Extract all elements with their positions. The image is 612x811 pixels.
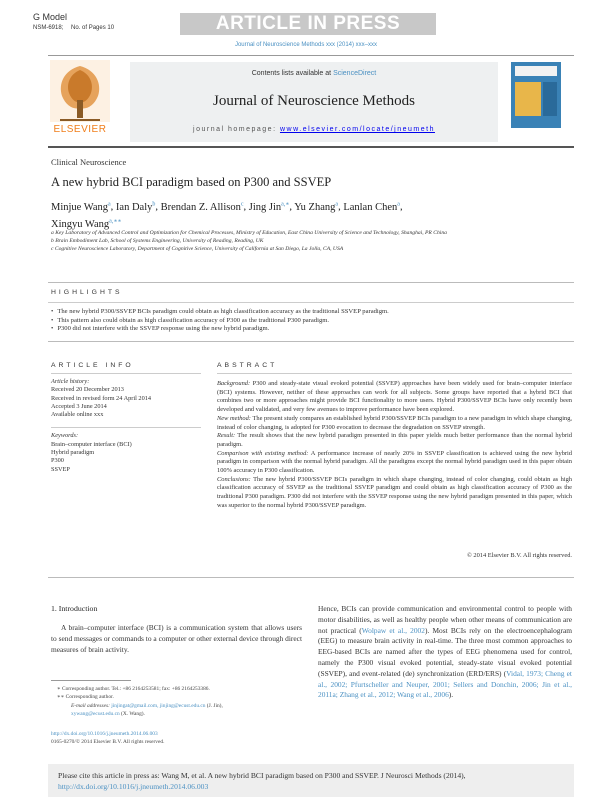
author: Minjue Wang$^a$ [51,201,111,213]
keywords-label: Keywords: [51,432,79,440]
doi-footer [51,730,302,747]
author-list: Minjue Wang$^a$, Ian Daly$^b$, Brendan Z. Allison$^c$, Jing Jin$^{a,∗}$, Yu Zhang$^a$, Lanlan Chen$^a$, Xingyu Wang$^{a,∗∗}$ [51,201,403,230]
introduction-heading: 1. Introduction [51,604,98,613]
history-label: Article history: [51,378,90,385]
affiliation: a Key Laboratory of Advanced Control and Optimization for Chemical Processes, Ministry of Education, East China University of Science and Technology, Shanghai, PR China [51,230,447,236]
model-label: G Model [33,12,68,22]
divider-header [48,146,574,148]
homepage-line [130,126,498,133]
introduction-left-text: A brain–computer interface (BCI) is a communication system that allows users to send messages or commands to a computer or other external device through direct measures of brain activity. [51,623,302,654]
homepage-prefix: journal homepage: [193,126,280,133]
abstract-label: New method: [217,414,251,422]
author: Jing Jin$^{a,∗}$ [248,201,290,213]
email-link-wang[interactable]: xywang@ecust.edu.cn [71,711,120,718]
journal-cover-image [511,62,561,128]
abstract-label: Conclusions: [217,475,251,483]
affiliations [51,229,561,254]
affiliation: c Cognitive Neuroscience Laboratory, Department of Cognitive Science, University of California at San Diego, La Jolla, CA, USA [51,246,344,253]
author: Lanlan Chen$^a$ [343,201,400,213]
divider-highlights-bottom [48,341,574,342]
footnote-corresponding-1: ∗ Corresponding author. Tel.: +86 2164253581; fax: +86 2164253386. [57,686,210,692]
history-item: Received 20 December 2013 [51,386,124,394]
keyword: Hybrid paradigm [51,449,95,457]
highlight-item: • This pattern also could obtain as high classification accuracy of P300 as the traditional P300 paradigm. [51,317,561,326]
abstract-body [217,380,572,511]
footnote-corresponding-2: ∗∗ Corresponding author. [57,694,114,701]
page-count: No. of Pages 10 [71,25,115,31]
divider-keywords [51,427,201,428]
article-info-heading: ARTICLE INFO [51,362,134,369]
sciencedirect-link[interactable]: ScienceDirect [333,70,377,77]
introduction-right-text [318,604,572,701]
history-item: Received in revised form 24 April 2014 [51,394,152,402]
author: Ian Daly$^b$ [115,201,156,213]
email-owner: (X. Wang). [119,711,145,718]
divider-top [48,55,574,56]
divider-highlights-top [48,282,574,283]
article-info [51,378,201,474]
reference-link[interactable]: Vidal, 1973; Cheng et al., 2002; Pfurtscheller and Neuper, 2001; Sellers and Donchin, 2006; Jin et al., 2011a; Zhang et al., 2012; Wang et al., 2006 [318,668,572,700]
highlight-item: • P300 did not interfere with the SSVEP response using the new hybrid paradigm. [51,325,561,334]
highlights-list [51,308,561,334]
issn-line: 0165-0270/© 2014 Elsevier B.V. All rights reserved. [51,739,165,746]
article-in-press-banner: ARTICLE IN PRESS [180,13,436,35]
publisher-name: ELSEVIER [53,124,107,135]
divider-highlights [48,302,574,303]
journal-citation-line[interactable] [0,42,612,48]
abstract-label: Background: [217,380,251,387]
cite-doi-link[interactable]: http://dx.doi.org/10.1016/j.jneumeth.2014.06.003 [58,782,209,791]
highlight-item: • The new hybrid P300/SSVEP BCIs paradigm could obtain as high classification accuracy as the traditional SSVEP paradigm. [51,308,561,317]
intro-text-part: Hence, BCIs can provide communication and environmental control to people with motor disabilities, as well as healthy people when other means of communication are not practical ( [318,604,572,635]
email-label: E-mail addresses: [71,702,112,709]
footnotes [51,685,302,719]
abstract-label: Result: [217,432,236,440]
article-title: A new hybrid BCI paradigm based on P300 and SSVEP [51,175,332,189]
abstract-copyright: © 2014 Elsevier B.V. All rights reserved. [466,552,572,559]
cite-instruction: Please cite this article in press as: Wang M, et al. A new hybrid BCI paradigm based on P300 and SSVEP. J Neurosci Methods (2014), [58,771,466,780]
homepage-link[interactable]: www.elsevier.com/locate/jneumeth [279,126,435,133]
abstract-text: The result shows that the new hybrid paradigm presented in this paper yields much better performance than the normal hybrid paradigm. [217,432,572,448]
footnote-rule [51,680,131,681]
contents-prefix: Contents lists available at [251,70,334,77]
keyword: P300 [51,457,64,465]
affiliation: b Brain Embodiment Lab, School of Systems Engineering, University of Reading, Reading, UK [51,238,264,245]
journal-name: Journal of Neuroscience Methods [212,93,416,109]
abstract-text: The new hybrid P300/SSVEP BCIs paradigm in which shape changing, instead of color changing, could obtain as high classification accuracy of SSVEP as the traditional SSVEP paradigm and could obtain as high classification accuracy of P300 as the traditional P300 paradigm. P300 did not interfere with the SSVEP response using the new hybrid paradigm presented in this paper, which was superior to the normal hybrid P300/SSVEP paradigm. [217,475,572,509]
email-link-jin[interactable]: jinjingat@gmail.com, jinjing@ecust.edu.cn [111,702,206,709]
article-section: Clinical Neuroscience [51,157,127,167]
article-code-line [33,25,114,31]
intro-text-part: ). [448,690,454,700]
keyword: SSVEP [51,465,70,473]
article-code: NSM-6918; [33,25,64,31]
email-owner: (J. Jin), [205,702,223,709]
abstract-text: P300 and steady-state visual evoked potential (SSVEP) approaches have been widely used for brain–computer interface (BCI) systems. However, neither of these approaches can work for all subjects. Some groups have reported that a hybrid BCI that combines two or more approaches might provide BCI functionality to more users. Hybrid P300/SSVEP BCIs have only recently been developed and validated, and very few avenues to improve performance have been explored. [217,380,572,414]
author: Yu Zhang$^a$ [294,201,339,213]
abstract-text: A performance increase of nearly 20% in SSVEP classification is achieved using the new hybrid paradigm in comparison with the normal hybrid paradigm. All the paradigms except the normal hybrid paradigm used in this paper obtain 100% accuracy in P300 classification. [217,449,572,475]
abstract-heading: ABSTRACT [217,362,278,369]
divider-body [48,577,574,578]
doi-link[interactable]: http://dx.doi.org/10.1016/j.jneumeth.2014.06.003 [51,731,158,737]
reference-link[interactable]: Wolpaw et al., 2002 [361,625,425,635]
history-item: Available online xxx [51,411,104,419]
abstract-text: The present study compares an established hybrid P300/SSVEP BCIs paradigm to a new paradigm in which shape changing, instead of color changing, is adopted for P300 evocation to decrease the degradation on SSVEP strength. [217,414,573,431]
contents-line [130,70,498,77]
keyword: Brain–computer interface (BCI) [51,440,132,448]
highlights-heading: HIGHLIGHTS [51,289,123,296]
history-item: Accepted 3 June 2014 [51,402,107,410]
divider-article-info [51,373,201,374]
author: Xingyu Wang$^{a,∗∗}$ [51,218,122,230]
abstract-label: Comparison with existing method: [217,449,309,457]
author: Brendan Z. Allison$^c$ [160,201,244,213]
footnote-emails [51,702,302,719]
intro-text-part: ). Most BCIs rely on the electroencephalogram (EEG) to measure brain activity in real-time. The three most common approaches to EEG-based BCIs are named after the types of EEG phenomena used for control, namely the P300 visual evoked potential, steady-state visual evoked potential (SSVEP), and event-related (de) synchronization (ERD/ERS) ( [318,625,572,678]
journal-citation[interactable]: Journal of Neuroscience Methods xxx (2014) xxx–xxx [234,42,378,48]
divider-abstract [217,373,572,374]
cite-box-text [58,770,568,792]
